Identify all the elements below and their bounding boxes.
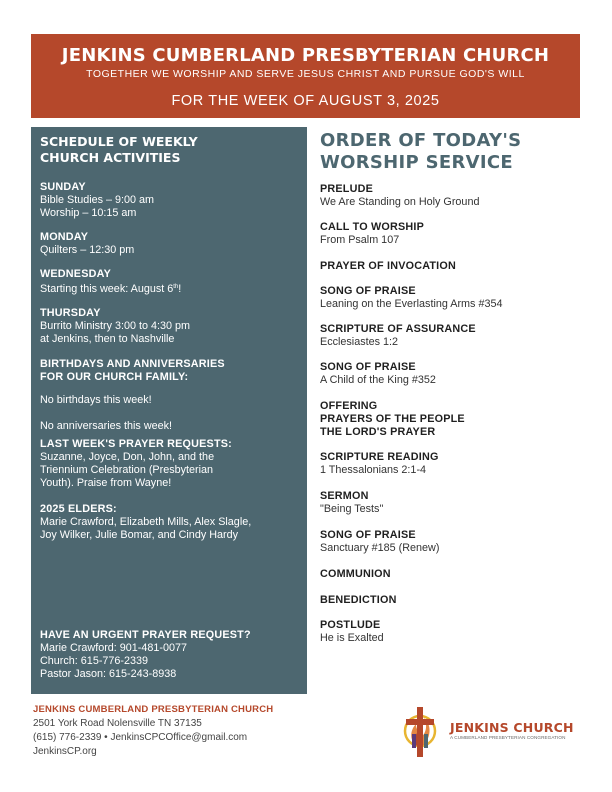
service-item: CALL TO WORSHIP From Psalm 107 [320,221,424,246]
monday-block [40,231,302,257]
urgent-prayer-block [40,629,302,681]
service-item: SCRIPTURE READING 1 Thessalonians 2:1-4 [320,451,439,476]
birthdays-text: No birthdays this week! [40,394,152,406]
prayer-line: Suzanne, Joyce, Don, John, and the [40,451,215,463]
footer-website: JenkinsCP.org [33,746,97,757]
birthdays-block [40,358,302,433]
monday-line: Quilters – 12:30 pm [40,244,135,256]
urgent-contact: Pastor Jason: 615-243-8938 [40,668,177,680]
footer-address: 2501 York Road Nolensville TN 37135 [33,718,202,729]
service-item: COMMUNION [320,568,391,580]
church-title: JENKINS CUMBERLAND PRESBYTERIAN CHURCH [61,45,550,66]
elders-line: Joy Wilker, Julie Bomar, and Cindy Hardy [40,529,239,541]
service-item: OFFERING PRAYERS OF THE PEOPLE THE LORD'S PRAYER [320,400,465,438]
church-logo [398,704,578,762]
thursday-line: at Jenkins, then to Nashville [40,333,175,345]
sunday-line: Bible Studies – 9:00 am [40,194,155,206]
wednesday-block [40,268,302,296]
service-item: PRAYER OF INVOCATION [320,260,456,272]
prayer-requests-label: LAST WEEK'S PRAYER REQUESTS: [40,438,232,450]
thursday-line: Burrito Ministry 3:00 to 4:30 pm [40,320,191,332]
birthdays-label: FOR OUR CHURCH FAMILY: [40,371,189,383]
service-item: SCRIPTURE OF ASSURANCE Ecclesiastes 1:2 [320,323,476,348]
thursday-block [40,307,302,346]
sunday-line: Worship – 10:15 am [40,207,137,219]
week-date: FOR THE WEEK OF AUGUST 3, 2025 [171,93,440,109]
anniversaries-text: No anniversaries this week! [40,420,173,432]
footer-phone-email: (615) 776-2339 • JenkinsCPCOffice@gmail.com [33,732,248,743]
elders-block [40,503,302,542]
service-item: SONG OF PRAISE Leaning on the Everlasting Arms #354 [320,285,503,310]
wednesday-label: WEDNESDAY [40,268,111,280]
wednesday-line: Starting this week: August 6th! [40,283,182,295]
service-item: SONG OF PRAISE Sanctuary #185 (Renew) [320,529,440,554]
urgent-contact: Marie Crawford: 901-481-0077 [40,642,188,654]
service-item: BENEDICTION [320,594,397,606]
footer-church-name: JENKINS CUMBERLAND PRESBYTERIAN CHURCH [33,704,274,715]
monday-label: MONDAY [40,231,89,243]
prayer-line: Youth). Praise from Wayne! [40,477,172,489]
header-banner [31,34,580,118]
order-of-service-title: ORDER OF TODAY'S WORSHIP SERVICE [320,130,522,173]
service-item: POSTLUDE He is Exalted [320,619,384,644]
church-mission: TOGETHER WE WORSHIP AND SERVE JESUS CHRIST AND PURSUE GOD'S WILL [86,68,525,80]
sunday-block [40,181,302,220]
sunday-label: SUNDAY [40,181,86,193]
service-item: SONG OF PRAISE A Child of the King #352 [320,361,436,386]
thursday-label: THURSDAY [40,307,101,319]
prayer-requests-block [40,438,302,490]
urgent-prayer-label: HAVE AN URGENT PRAYER REQUEST? [40,629,251,641]
birthdays-label: BIRTHDAYS AND ANNIVERSARIES [40,358,225,370]
service-item: SERMON "Being Tests" [320,490,384,515]
logo-tagline: A CUMBERLAND PRESBYTERIAN CONGREGATION [450,735,566,740]
urgent-contact: Church: 615-776-2339 [40,655,149,667]
schedule-title: SCHEDULE OF WEEKLY CHURCH ACTIVITIES [40,134,198,165]
logo-name: JENKINS CHURCH [450,720,574,735]
footer-contact [33,703,273,759]
service-item: PRELUDE We Are Standing on Holy Ground [320,183,480,208]
elders-line: Marie Crawford, Elizabeth Mills, Alex Slagle, [40,516,252,528]
cross-flame-emblem-icon [398,704,446,762]
schedule-sidebar [31,127,307,694]
elders-label: 2025 ELDERS: [40,503,117,515]
prayer-line: Triennium Celebration (Presbyterian [40,464,214,476]
